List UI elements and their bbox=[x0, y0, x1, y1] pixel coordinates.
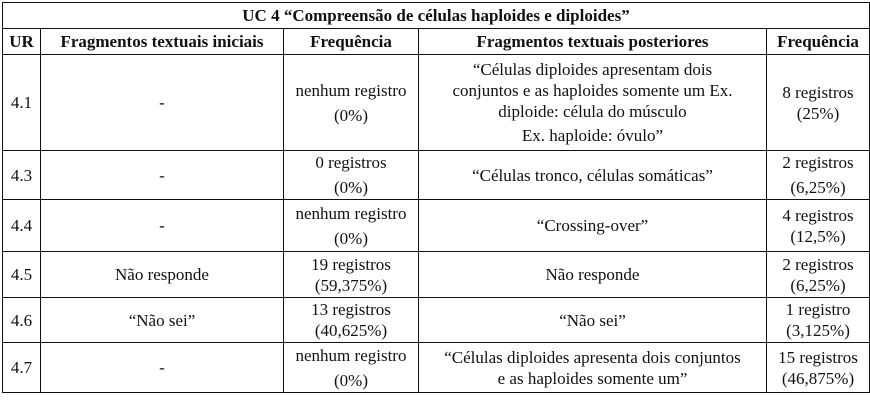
table-row bbox=[3, 252, 870, 298]
initial-fragment-cell: Não responde bbox=[41, 252, 284, 298]
frequency-percent: (25%) bbox=[796, 103, 840, 123]
fragment-line: “Células diploides apresenta dois conjuntos bbox=[444, 347, 741, 367]
uc4-table bbox=[2, 2, 870, 393]
initial-fragment-cell: - bbox=[41, 343, 284, 393]
fragment-line: Ex. haploide: óvulo” bbox=[521, 126, 664, 145]
table-row bbox=[3, 200, 870, 252]
table-row bbox=[3, 343, 870, 393]
ur-cell: 4.7 bbox=[3, 343, 41, 393]
posterior-frequency-cell bbox=[767, 298, 870, 343]
initial-frequency-cell bbox=[284, 298, 419, 343]
header-initial-frequency: Frequência bbox=[284, 29, 419, 55]
header-ur: UR bbox=[3, 29, 41, 55]
initial-frequency-cell bbox=[284, 151, 419, 200]
fragment-line: “Não sei” bbox=[559, 310, 626, 330]
frequency-count: 15 registros bbox=[778, 347, 858, 367]
fragment-line: “Células tronco, células somáticas” bbox=[472, 165, 713, 185]
frequency-count: 4 registros bbox=[782, 205, 854, 225]
table-row bbox=[3, 298, 870, 343]
header-posterior-fragments: Fragmentos textuais posteriores bbox=[419, 29, 767, 55]
fragment-line: Não responde bbox=[545, 265, 640, 284]
posterior-frequency-cell bbox=[767, 200, 870, 252]
posterior-fragment-cell bbox=[419, 343, 767, 393]
frequency-percent: (0%) bbox=[334, 105, 368, 125]
fragment-line: e as haploides somente um” bbox=[497, 368, 688, 388]
frequency-percent: (6,25%) bbox=[790, 178, 846, 197]
table-title-row bbox=[3, 3, 870, 29]
posterior-frequency-cell bbox=[767, 55, 870, 151]
table-row bbox=[3, 55, 870, 151]
posterior-fragment-cell bbox=[419, 55, 767, 151]
posterior-frequency-cell bbox=[767, 151, 870, 200]
initial-frequency-cell bbox=[284, 200, 419, 252]
initial-frequency-cell bbox=[284, 55, 419, 151]
frequency-count: 2 registros bbox=[782, 153, 854, 172]
table-title: UC 4 “Compreensão de células haploides e diploides” bbox=[3, 3, 870, 29]
frequency-percent: (46,875%) bbox=[781, 368, 855, 388]
initial-fragment-cell: - bbox=[41, 55, 284, 151]
frequency-percent: (0%) bbox=[334, 178, 368, 197]
initial-fragment-cell: - bbox=[41, 200, 284, 252]
fragment-line: conjuntos e as haploides somente um Ex. bbox=[452, 81, 733, 100]
header-initial-fragments: Fragmentos textuais iniciais bbox=[41, 29, 284, 55]
fragment-line: “Crossing-over” bbox=[536, 216, 649, 235]
frequency-count: nenhum registro bbox=[295, 345, 407, 365]
header-posterior-frequency: Frequência bbox=[767, 29, 870, 55]
posterior-fragment-cell bbox=[419, 298, 767, 343]
initial-frequency-cell bbox=[284, 343, 419, 393]
frequency-count: 13 registros bbox=[311, 300, 391, 319]
frequency-percent: (59,375%) bbox=[314, 275, 388, 295]
frequency-percent: (0%) bbox=[334, 228, 368, 248]
frequency-percent: (12,5%) bbox=[790, 226, 846, 246]
frequency-percent: (3,125%) bbox=[786, 321, 850, 340]
frequency-count: 8 registros bbox=[782, 82, 854, 102]
frequency-percent: (40,625%) bbox=[314, 321, 388, 340]
posterior-frequency-cell bbox=[767, 343, 870, 393]
table-row bbox=[3, 151, 870, 200]
ur-cell: 4.3 bbox=[3, 151, 41, 200]
posterior-frequency-cell bbox=[767, 252, 870, 298]
frequency-count: 19 registros bbox=[311, 254, 391, 274]
fragment-line: diploide: célula do músculo bbox=[498, 102, 687, 121]
frequency-percent: (0%) bbox=[334, 370, 368, 390]
initial-fragment-cell: - bbox=[41, 151, 284, 200]
frequency-count: 2 registros bbox=[782, 254, 854, 274]
posterior-fragment-cell bbox=[419, 200, 767, 252]
posterior-fragment-cell bbox=[419, 252, 767, 298]
fragment-line: “Células diploides apresentam dois bbox=[472, 60, 713, 79]
frequency-count: nenhum registro bbox=[295, 203, 407, 223]
initial-frequency-cell bbox=[284, 252, 419, 298]
ur-cell: 4.1 bbox=[3, 55, 41, 151]
ur-cell: 4.6 bbox=[3, 298, 41, 343]
frequency-count: nenhum registro bbox=[295, 80, 407, 100]
frequency-percent: (6,25%) bbox=[790, 275, 846, 295]
frequency-count: 0 registros bbox=[315, 153, 387, 172]
frequency-count: 1 registro bbox=[785, 300, 851, 319]
ur-cell: 4.4 bbox=[3, 200, 41, 252]
table-header-row bbox=[3, 29, 870, 55]
ur-cell: 4.5 bbox=[3, 252, 41, 298]
posterior-fragment-cell bbox=[419, 151, 767, 200]
initial-fragment-cell: “Não sei” bbox=[41, 298, 284, 343]
